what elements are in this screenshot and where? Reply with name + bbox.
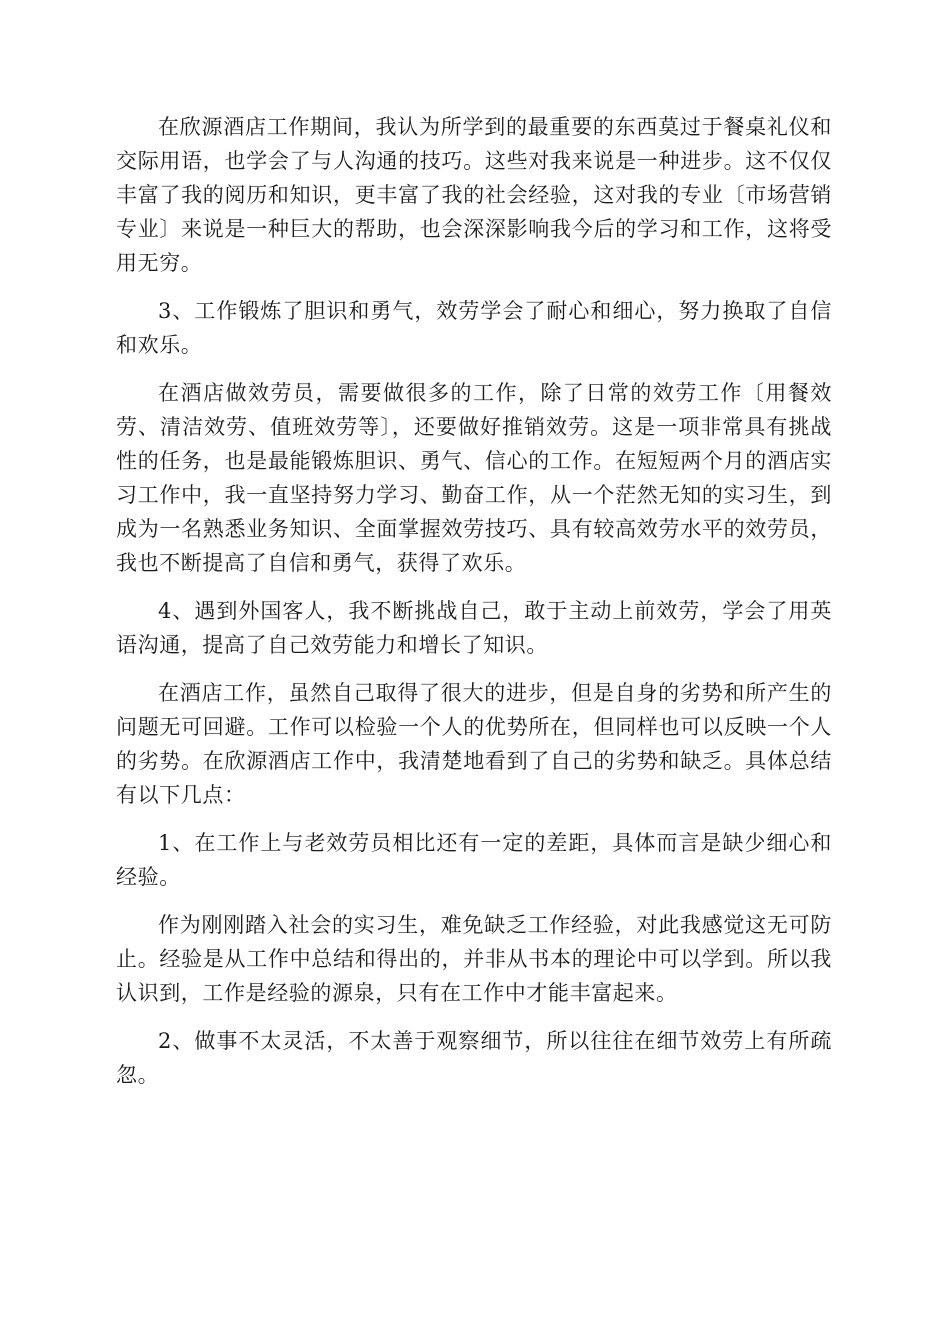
paragraph-experience-summary: 在欣源酒店工作期间，我认为所学到的最重要的东西莫过于餐桌礼仪和交际用语，也学会了与人沟通的技巧。这些对我来说是一种进步。这不仅仅丰富了我的阅历和知识，更丰富了我的社会经验，这对我的专业〔市场营销专业〕来说是一种巨大的帮助，也会深深影响我今后的学习和工作，这将受用无穷。 <box>116 115 832 275</box>
paragraph-weaknesses-intro: 在酒店工作，虽然自己取得了很大的进步，但是自身的劣势和所产生的问题无可回避。工作可以检验一个人的优势所在，但同样也可以反映一个人的劣势。在欣源酒店工作中，我清楚地看到了自己的劣势和缺乏。具体总结有以下几点： <box>116 681 832 807</box>
document-body <box>116 110 832 1106</box>
paragraph-weakness-1: 1、在工作上与老效劳员相比还有一定的差距，具体而言是缺少细心和经验。 <box>116 831 832 889</box>
paragraph-experience-lack: 作为刚刚踏入社会的实习生，难免缺乏工作经验，对此我感觉这无可防止。经验是从工作中总结和得出的，并非从书本的理论中可以学到。所以我认识到，工作是经验的源泉，只有在工作中才能丰富起来。 <box>116 913 832 1005</box>
paragraph-weakness-2: 2、做事不太灵活，不太善于观察细节，所以往往在细节效劳上有所疏忽。 <box>116 1029 832 1087</box>
paragraph-point-3: 3、工作锻炼了胆识和勇气，效劳学会了耐心和细心，努力换取了自信和欢乐。 <box>116 299 832 357</box>
paragraph-service-work: 在酒店做效劳员，需要做很多的工作，除了日常的效劳工作〔用餐效劳、清洁效劳、值班效劳等〕，还要做好推销效劳。这是一项非常具有挑战性的任务，也是最能锻炼胆识、勇气、信心的工作。在短短两个月的酒店实习工作中，我一直坚持努力学习、勤奋工作，从一个茫然无知的实习生，到成为一名熟悉业务知识、全面掌握效劳技巧、具有较高效劳水平的效劳员，我也不断提高了自信和勇气，获得了欢乐。 <box>116 381 832 575</box>
paragraph-point-4: 4、遇到外国客人，我不断挑战自己，敢于主动上前效劳，学会了用英语沟通，提高了自己效劳能力和增长了知识。 <box>116 599 832 657</box>
